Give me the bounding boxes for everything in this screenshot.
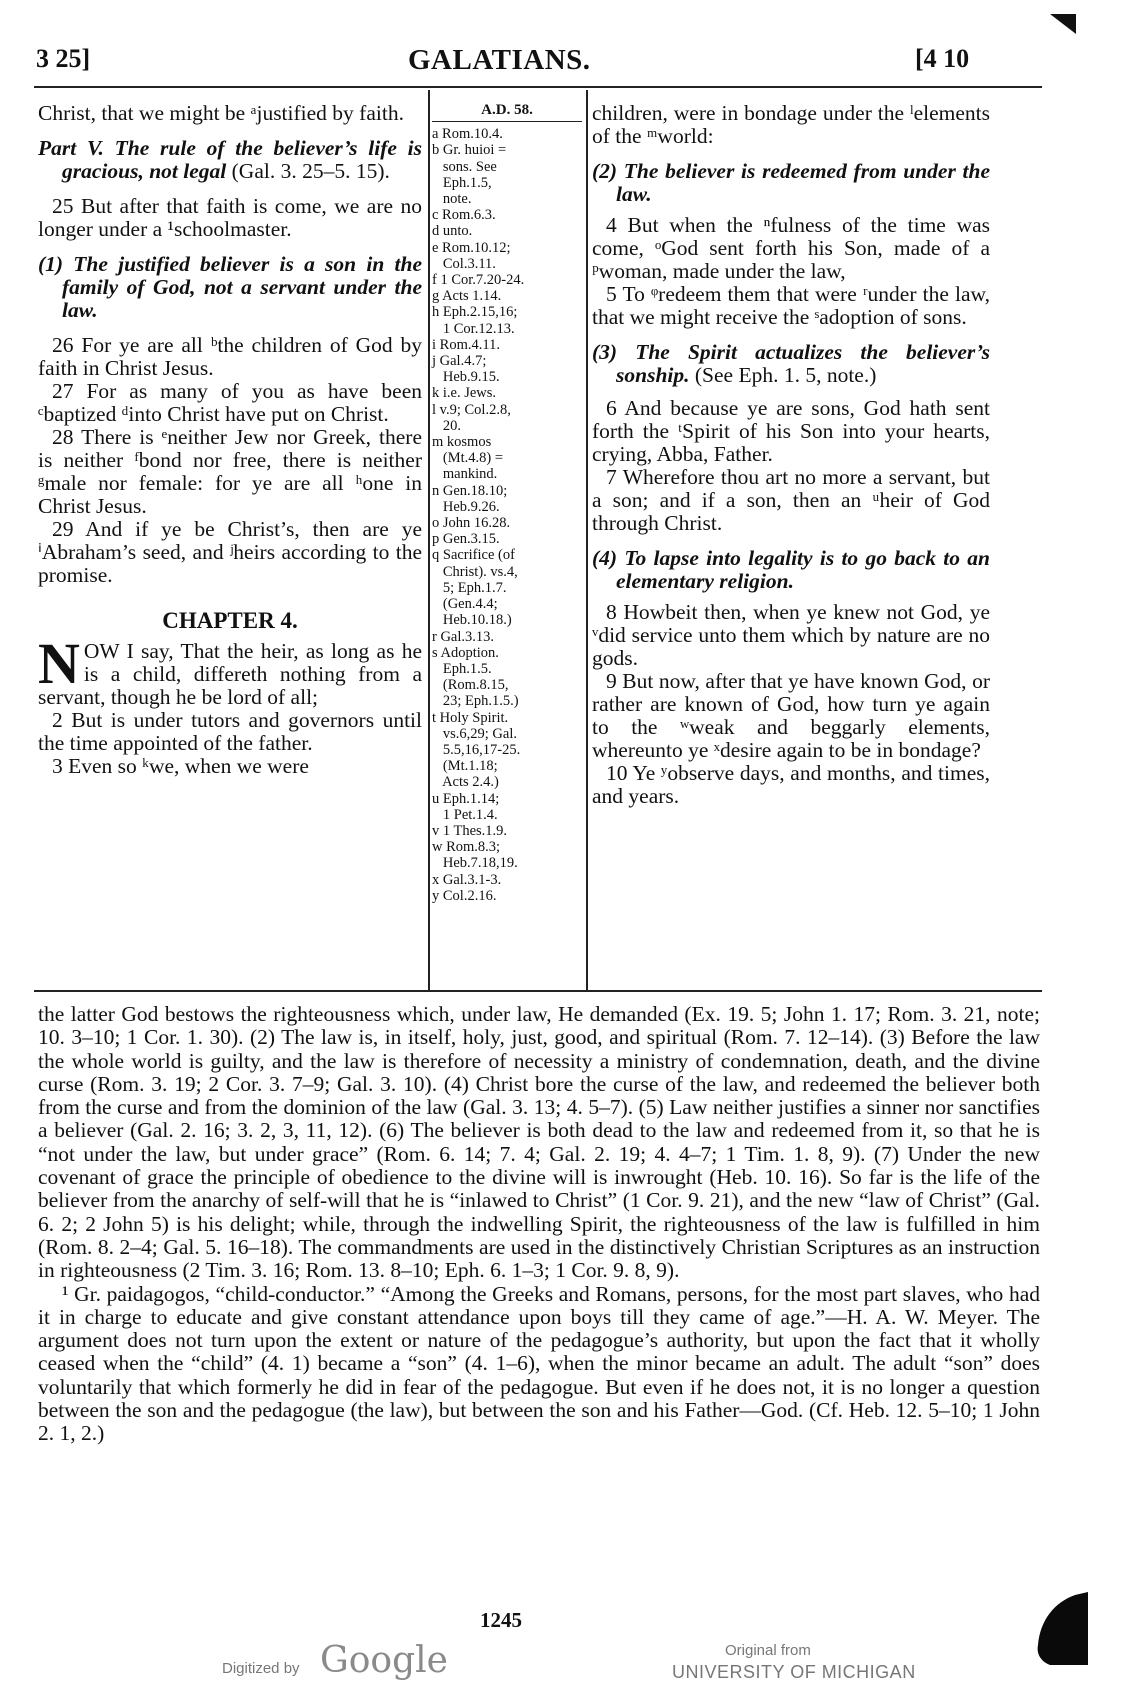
verse-26: 26 For ye are all ᵇthe children of God by faith in Christ Jesus.: [38, 333, 422, 380]
verse-10: 10 Ye ʸobserve days, and months, and times, and years.: [592, 761, 990, 808]
ref-line: i Rom.4.11.: [432, 336, 500, 353]
ref-line: (Rom.8.15,: [432, 677, 509, 694]
column-bottom-rule: [34, 990, 1042, 992]
verse-3: 3 Even so ᵏwe, when we were: [52, 754, 309, 778]
verse-text: Christ, that we might be ᵃjustified by faith.: [38, 101, 404, 125]
verse-3-cont: children, were in bondage under the ˡelements of the ᵐworld:: [592, 101, 990, 148]
ref-line: x Gal.3.1-3.: [432, 871, 502, 888]
subheading-3-title: (3) The Spirit actualizes the believer’s sonship.: [592, 340, 990, 387]
running-head-right: [4 10: [915, 44, 970, 73]
ref-line: note.: [432, 191, 472, 208]
ref-line: 1 Cor.12.13.: [432, 320, 515, 337]
note-law-continued: the latter God bestows the righteousness which, under law, He demanded (Ex. 19. 5; John 1. 17; Rom. 3. 21, note; 10. 3–10; 1 Cor. 1. 30). (2) The law is, in itself, holy, just, good, and spiritual (Rom. 7. 12–14). (3) Before the law the whole world is guilty, and the law is therefore of necessity a ministry of condemnation, death, and the divine curse (Rom. 3. 19; 2 Cor. 3. 7–9; Gal. 3. 10). (4) Christ bore the curse of the law, and redeemed the believer both from the curse and from the dominion of the law (Gal. 3. 13; 4. 5–7). (5) Law neither justifies a sinner nor sanctifies a believer (Gal. 2. 16; 3. 2, 3, 11, 12). (6) The believer is both dead to the law and redeemed from it, so that he is “not under the law, but under grace” (Rom. 6. 14; 7. 4; Gal. 2. 19; 4. 4–7; 1 Tim. 1. 8, 9). (7) Under the new covenant of grace the principle of obedience to the divine will is inwrought (Heb. 10. 16). So far is the life of the believer from the anarchy of self-will that he is “inlawed to Christ” (1 Cor. 9. 21), and the new “law of Christ” (Gal. 6. 2; 2 John 5) is his delight; while, through the indwelling Spirit, the righteousness of the law is fulfilled in him (Rom. 8. 2–4; Gal. 5. 16–18). The commandments are used in the distinctively Christian Scriptures as an instruction in righteousness (2 Tim. 3. 16; Rom. 13. 8–10; Eph. 6. 1–3; 1 Cor. 9. 8, 9).: [38, 1002, 1040, 1283]
verse-5: 5 To ᵠredeem them that were ʳunder the law, that we might receive the ˢadoption of sons.: [592, 282, 990, 329]
divider-left: [428, 90, 430, 990]
divider-right: [586, 90, 588, 990]
ref-line: 20.: [432, 417, 461, 434]
verse-27: 27 For as many of you as have been ᶜbaptized ᵈinto Christ have put on Christ.: [38, 379, 422, 426]
ref-line: r Gal.3.13.: [432, 628, 495, 645]
part-heading: [38, 137, 422, 183]
ref-line: p Gen.3.15.: [432, 531, 500, 548]
chapter-heading: CHAPTER 4.: [162, 608, 298, 633]
ref-line: vs.6,29; Gal.: [432, 725, 517, 742]
verse-1-text: OW I say, That the heir, as long as he is a child, differeth nothing from a servant, though he be lord of all;: [38, 639, 422, 709]
note-paidagogos: ¹ Gr. paidagogos, “child-conductor.” “Among the Greeks and Romans, persons, for the most part slaves, who had it in charge to educate and give constant attendance upon boys till they came of age.”—H. A. W. Meyer. The argument does not turn upon the extent or nature of the pedagogue’s authority, but upon the fact that it wholly ceased when the “child” (4. 1) became a “son” (4. 1–6), when the minor became an adult. The adult “son” does voluntarily that which formerly he did in fear of the pedagogue. But even if he does not, it is no longer a question between the son and the pedagogue (the law), but between the son and his Father—God. (Cf. Heb. 12. 5–10; 1 John 2. 1, 2.): [38, 1281, 1040, 1446]
ref-line: c Rom.6.3.: [432, 207, 496, 224]
ref-line: (Mt.1.18;: [432, 758, 498, 775]
ref-line: 5.5,16,17-25.: [432, 741, 521, 758]
ref-line: v 1 Thes.1.9.: [432, 822, 508, 839]
verse-28: 28 There is ᵉneither Jew nor Greek, there is neither ᶠbond nor free, there is neither ᵍmale nor female: for ye are all ʰone in Christ Jesus.: [38, 425, 422, 518]
subheading-4: (4) To lapse into legality is to go back to an elementary religion.: [592, 546, 990, 593]
verse-29: 29 And if ye be Christ’s, then are ye ⁱAbraham’s seed, and ʲheirs according to the promise.: [38, 517, 422, 587]
subheading-1: (1) The justified believer is a son in the family of God, not a servant under the law.: [38, 252, 422, 322]
verse-1: [38, 631, 422, 709]
right-column: [592, 102, 990, 808]
part-heading-ref: (Gal. 3. 25–5. 15).: [231, 159, 390, 183]
digitized-by-label: Digitized by: [222, 1660, 300, 1677]
ref-line: j Gal.4.7;: [432, 353, 487, 370]
verse-6: 6 And because ye are sons, God hath sent forth the ᵗSpirit of his Son into your hearts, crying, Abba, Father.: [592, 396, 990, 466]
ref-line: b Gr. huioi =: [432, 142, 507, 159]
ref-line: (Mt.4.8) =: [432, 450, 504, 467]
ref-line: s Adoption.: [432, 644, 499, 661]
verse-9: 9 But now, after that ye have known God, or rather are known of God, how turn ye again to the ʷweak and beggarly elements, whereunto ye ˣdesire again to be in bondage?: [592, 669, 990, 762]
part-heading-title: Part V. The rule of the believer’s life is gracious, not legal: [38, 136, 422, 183]
ref-line: 5; Eph.1.7.: [432, 579, 507, 596]
ref-line: u Eph.1.14;: [432, 790, 500, 807]
ref-line: Eph.1.5,: [432, 174, 492, 191]
ref-line: Acts 2.4.): [432, 774, 499, 791]
ref-list: [432, 126, 582, 904]
verse-8: 8 Howbeit then, when ye knew not God, ye ᵛdid service unto them which by nature are no gods.: [592, 600, 990, 670]
subheading-2: (2) The believer is redeemed from under the law.: [592, 159, 990, 206]
ref-line: d unto.: [432, 223, 473, 240]
header-rule: [34, 86, 1042, 88]
ref-line: m kosmos: [432, 434, 492, 451]
ref-line: f 1 Cor.7.20-24.: [432, 272, 525, 289]
ref-line: e Rom.10.12;: [432, 239, 511, 256]
verse-7: 7 Wherefore thou art no more a servant, but a son; and if a son, then an ᵘheir of God through Christ.: [592, 465, 990, 535]
ref-line: k i.e. Jews.: [432, 385, 497, 402]
verse-2: 2 But is under tutors and governors until the time appointed of the father.: [38, 708, 422, 755]
google-logo: Google: [320, 1640, 448, 1681]
ref-line: Heb.9.26.: [432, 498, 500, 515]
ref-line: 23; Eph.1.5.): [432, 693, 519, 710]
left-column: [38, 102, 422, 778]
library-name: UNIVERSITY OF MICHIGAN: [672, 1662, 916, 1682]
ref-line: w Rom.8.3;: [432, 839, 501, 856]
ref-line: Eph.1.5.: [432, 660, 492, 677]
page-number: 1245: [480, 1608, 522, 1632]
ref-line: l v.9; Col.2.8,: [432, 401, 511, 418]
ref-line: n Gen.18.10;: [432, 482, 508, 499]
ref-line: mankind.: [432, 466, 498, 483]
ref-line: y Col.2.16.: [432, 887, 497, 904]
ref-line: sons. See: [432, 158, 497, 175]
reference-column: [432, 102, 582, 904]
ref-line: a Rom.10.4.: [432, 126, 503, 143]
ref-line: Heb.7.18,19.: [432, 855, 518, 872]
ref-line: t Holy Spirit.: [432, 709, 509, 726]
running-head-left: 3 25]: [36, 44, 91, 73]
subheading-3: [592, 341, 990, 387]
footnotes: [38, 1003, 1040, 1446]
ref-line: Heb.10.18.): [432, 612, 512, 629]
ref-line: Heb.9.15.: [432, 369, 500, 386]
original-from-label: Original from: [725, 1642, 811, 1659]
verse-25: 25 But after that faith is come, we are no longer under a ¹schoolmaster.: [38, 194, 422, 241]
page-edge-shadow: [1030, 1590, 1090, 1665]
ref-line: Christ). vs.4,: [432, 563, 518, 580]
ref-line: g Acts 1.14.: [432, 288, 502, 305]
page-title: GALATIANS.: [408, 44, 591, 76]
ref-date: A.D. 58.: [432, 102, 582, 122]
ref-line: o John 16.28.: [432, 515, 511, 532]
ref-line: (Gen.4.4;: [432, 596, 498, 613]
ref-line: q Sacrifice (of: [432, 547, 515, 564]
subheading-3-ref: (See Eph. 1. 5, note.): [694, 363, 877, 387]
ref-line: h Eph.2.15,16;: [432, 304, 518, 321]
corner-mark-top-right: [1050, 12, 1076, 34]
drop-cap: N: [38, 631, 80, 696]
verse-4: 4 But when the ⁿfulness of the time was come, ᵒGod sent forth his Son, made of a ᵖwoman, made under the law,: [592, 213, 990, 283]
ref-line: Col.3.11.: [432, 255, 496, 272]
ref-line: 1 Pet.1.4.: [432, 806, 498, 823]
